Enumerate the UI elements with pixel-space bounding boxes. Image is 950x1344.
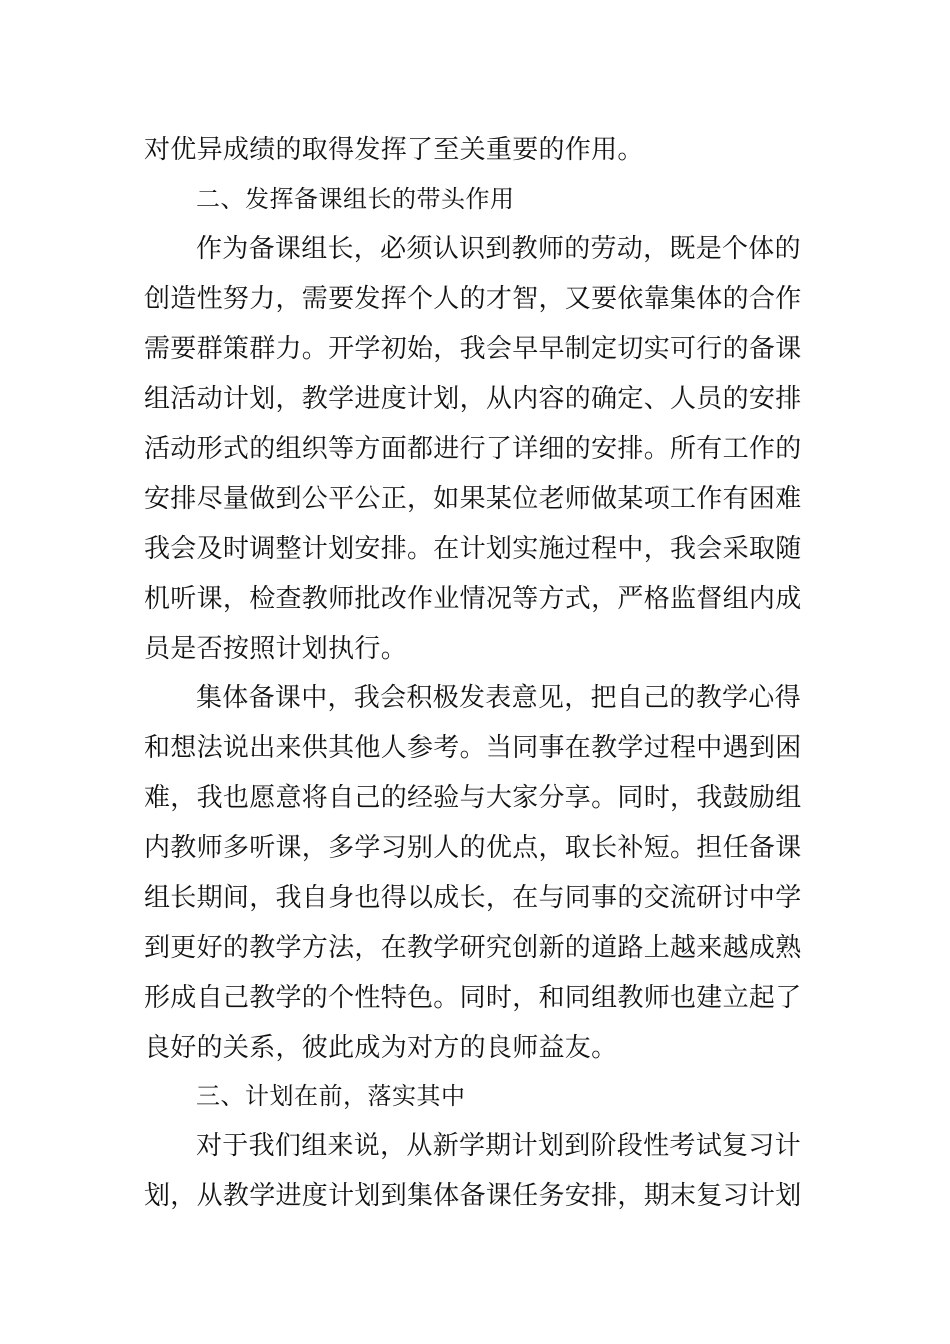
- paragraph-3-line-3: 难，我也愿意将自己的经验与大家分享。同时，我鼓励组: [144, 783, 802, 813]
- paragraph-3-line-4: 内教师多听课，多学习别人的优点，取长补短。担任备课: [144, 833, 802, 863]
- paragraph-1-line-1: 对优异成绩的取得发挥了至关重要的作用。: [144, 135, 644, 165]
- paragraph-3-line-2: 和想法说出来供其他人参考。当同事在教学过程中遇到困: [144, 733, 802, 763]
- section-heading-2: 二、发挥备课组长的带头作用: [196, 185, 515, 213]
- paragraph-2-line-5: 活动形式的组织等方面都进行了详细的安排。所有工作的: [144, 434, 802, 464]
- paragraph-2-line-7: 我会及时调整计划安排。在计划实施过程中，我会采取随: [144, 534, 802, 564]
- paragraph-4-line-1: 对于我们组来说，从新学期计划到阶段性考试复习计: [196, 1131, 801, 1161]
- paragraph-2-line-6: 安排尽量做到公平公正，如果某位老师做某项工作有困难: [144, 484, 802, 514]
- paragraph-3-line-5: 组长期间，我自身也得以成长，在与同事的交流研讨中学: [144, 883, 802, 913]
- section-heading-3: 三、计划在前，落实其中: [196, 1082, 466, 1110]
- paragraph-2-line-1: 作为备课组长，必须认识到教师的劳动，既是个体的: [196, 234, 801, 264]
- paragraph-2-line-2: 创造性努力，需要发挥个人的才智，又要依靠集体的合作: [144, 284, 802, 314]
- paragraph-3-line-6: 到更好的教学方法，在教学研究创新的道路上越来越成熟: [144, 933, 802, 963]
- paragraph-3-line-1: 集体备课中，我会积极发表意见，把自己的教学心得: [196, 683, 801, 713]
- paragraph-3-line-7: 形成自己教学的个性特色。同时，和同组教师也建立起了: [144, 983, 802, 1013]
- paragraph-2-line-3: 需要群策群力。开学初始，我会早早制定切实可行的备课: [144, 334, 802, 364]
- paragraph-2-line-9: 员是否按照计划执行。: [144, 634, 408, 664]
- paragraph-3-line-8: 良好的关系，彼此成为对方的良师益友。: [144, 1033, 618, 1063]
- paragraph-4-line-2: 划，从教学进度计划到集体备课任务安排，期末复习计划: [144, 1181, 802, 1211]
- paragraph-2-line-4: 组活动计划，教学进度计划，从内容的确定、人员的安排: [144, 384, 802, 414]
- paragraph-2-line-8: 机听课，检查教师批改作业情况等方式，严格监督组内成: [144, 584, 802, 614]
